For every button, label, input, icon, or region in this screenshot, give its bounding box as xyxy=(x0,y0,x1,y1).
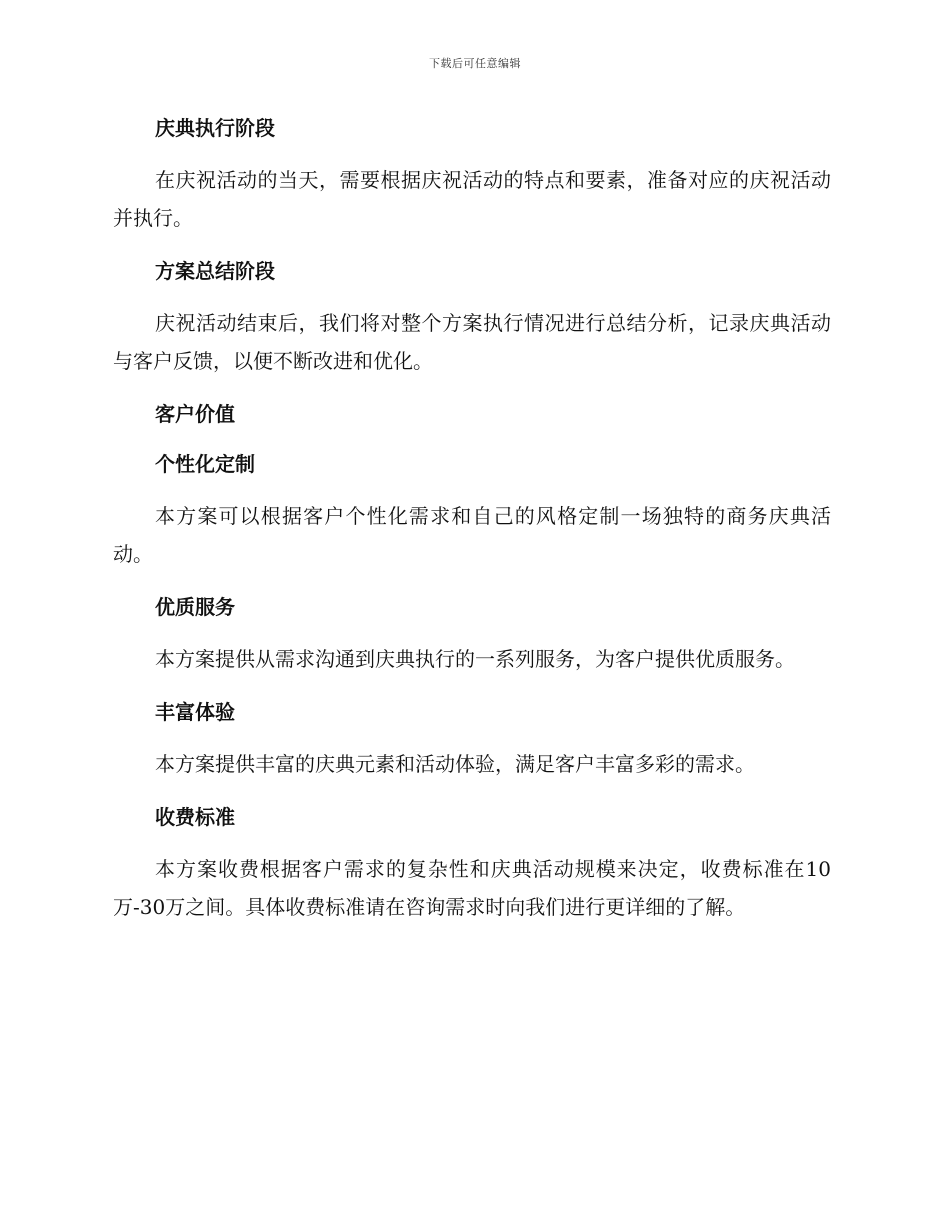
paragraph-personalization: 本方案可以根据客户个性化需求和自己的风格定制一场独特的商务庆典活动。 xyxy=(113,504,831,566)
heading-customer-value: 客户价值 xyxy=(155,402,235,426)
heading-fee-standard: 收费标准 xyxy=(155,805,235,829)
heading-personalization: 个性化定制 xyxy=(155,452,255,476)
paragraph-fee-standard: 本方案收费根据客户需求的复杂性和庆典活动规模来决定，收费标准在10万-30万之间。具体收费标准请在咨询需求时向我们进行更详细的了解。 xyxy=(113,857,831,919)
paragraph-rich-experience: 本方案提供丰富的庆典元素和活动体验，满足客户丰富多彩的需求。 xyxy=(155,752,755,776)
document-body xyxy=(113,108,831,940)
heading-summary-stage: 方案总结阶段 xyxy=(155,259,275,283)
heading-quality-service: 优质服务 xyxy=(155,595,235,619)
paragraph-summary-stage: 庆祝活动结束后，我们将对整个方案执行情况进行总结分析，记录庆典活动与客户反馈，以便不断改进和优化。 xyxy=(113,311,831,373)
page-header: 下载后可任意编辑 xyxy=(429,57,521,70)
paragraph-quality-service: 本方案提供从需求沟通到庆典执行的一系列服务，为客户提供优质服务。 xyxy=(155,647,795,671)
paragraph-execution-stage: 在庆祝活动的当天，需要根据庆祝活动的特点和要素，准备对应的庆祝活动并执行。 xyxy=(113,168,831,230)
heading-rich-experience: 丰富体验 xyxy=(155,700,235,724)
heading-execution-stage: 庆典执行阶段 xyxy=(155,116,275,140)
